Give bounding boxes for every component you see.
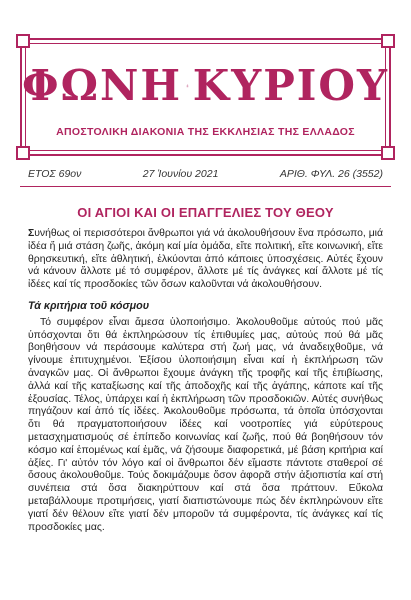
tagline: ΑΠΟΣΤΟΛΙΚΗ ΔΙΑΚΟΝΙΑ ΤΗΣ ΕΚΚΛΗΣΙΑΣ ΤΗΣ ΕΛΛΑΔΟΣ <box>56 126 355 138</box>
intro-paragraph <box>28 228 383 292</box>
intro-text: υνήθως οἱ περισσότεροι ἄνθρωποι γιά νά ἀκολουθήσουν ἕνα πρόσωπο, μιά ἰδέα ἤ μιά στάση ζωῆς, ἀκόμη καί μία ὁμάδα, εἴτε πολιτική, εἴτε κοινωνική, εἴτε θρησκευτική, εἴτε ἀθλητική, ἑλκύονται ἀπό κάποιες ὑποσχέσεις. Αὐτές ἔχουν νά κάνουν ἄλλοτε μέ τό συμφέρον, ἄλλοτε μέ τίς ἀνάγκες καί ἄλλοτε μέ τίς ἰδέες καί τίς προσδοκίες τῶν ὅσων καλοῦνται νά ἀκολουθήσουν. <box>28 228 383 291</box>
masthead <box>20 38 391 156</box>
initial-letter: Σ <box>28 228 35 239</box>
article-title: ΟΙ ΑΓΙΟΙ ΚΑΙ ΟΙ ΕΠΑΓΓΕΛΙΕΣ ΤΟΥ ΘΕΟΥ <box>77 205 334 220</box>
omega-letter: Ω <box>187 86 189 88</box>
corner-ornament <box>16 146 30 160</box>
newspaper-title <box>22 56 389 116</box>
divider <box>20 186 391 187</box>
corner-ornament <box>381 146 395 160</box>
issue-year: ΕΤΟΣ 69ον <box>28 168 82 180</box>
title-left: ΦΩΝΗ <box>22 61 183 110</box>
issue-info <box>28 168 383 180</box>
alpha-letter: Α <box>186 86 187 88</box>
corner-ornament <box>16 34 30 48</box>
section-heading: Τά κριτήρια τοῦ κόσμου <box>28 299 150 312</box>
chi-rho-icon <box>186 56 189 116</box>
title-right: ΚΥΡΙΟΥ <box>192 61 389 110</box>
corner-ornament <box>381 34 395 48</box>
issue-date: 27 Ἰουνίου 2021 <box>142 168 219 180</box>
article-body <box>28 228 383 540</box>
body-paragraph: Τό συμφέρον εἶναι ἄμεσα ὑλοποιήσιμο. Ἀκολουθοῦμε αὐτούς πού μᾶς ὑπόσχονται ὅτι θά ἐκπληρώσουν τίς ἐπιθυμίες μας, αὐτούς πού θά μᾶς βοηθήσουν νά περάσουμε καλύτερα στή ζωή μας, νά ἀναδειχθοῦμε, νά γίνουμε ἐπιτυχημένοι. Ἐξίσου ὑλοποιήσιμη εἶναι καί ἡ ἐκπλήρωση τῶν ἀναγκῶν μας. Οἱ ἄνθρωποι ἔχουμε ἀνάγκη τῆς τροφῆς καί τῆς ἐπιβίωσης, ἀλλά καί τῆς καταξίωσης καί τῆς ἀποδοχῆς καί τῆς ἀγάπης, κάποτε καί τῆς ἐξουσίας. Τέλος, ὑπάρχει καί ἡ ἐκπλήρωση τῶν προσδοκιῶν. Αὐτές συνήθως πηγάζουν καί ἀπό τίς ἰδέες. Ἀκολουθοῦμε πρόσωπα, τά ὁποῖα ὑπόσχονται ὅτι θά πραγματοποιήσουν ἰδέες καί νοοτροπίες γιά εὐρύτερους μετασχηματισμούς σέ ἐπίπεδο κοινωνίας καί ζωῆς, πού θά βοηθήσουν τόν κόσμο καί ἑπομένως καί ἐμᾶς, νά ζήσουμε διαφορετικά, μέ βάση κριτήρια καί ἀξίες. Γι' αὐτόν τόν λόγο καί οἱ ἄνθρωποι δέν εἴμαστε πάντοτε σταθεροί σέ ὅσους ἀκολουθοῦμε. Τούς δοκιμάζουμε ὅσον ἀφορᾶ στήν ἀξιοπιστία καί στή συνέπεια στά ὅσα διακηρύττουν καί στά ὅσα πράττουν. Εὔκολα μεταβάλλουμε προτιμήσεις, γιατί διαπιστώνουμε πώς δέν ἐκπληρώνουν εἴτε γιατί δέν θέλουν εἴτε γιατί δέν μποροῦν τά συμφέροντα, τίς ἀνάγκες καί τίς προσδοκίες μας. <box>28 316 383 533</box>
issue-number: ΑΡΙΘ. ΦΥΛ. 26 (3552) <box>279 168 383 180</box>
